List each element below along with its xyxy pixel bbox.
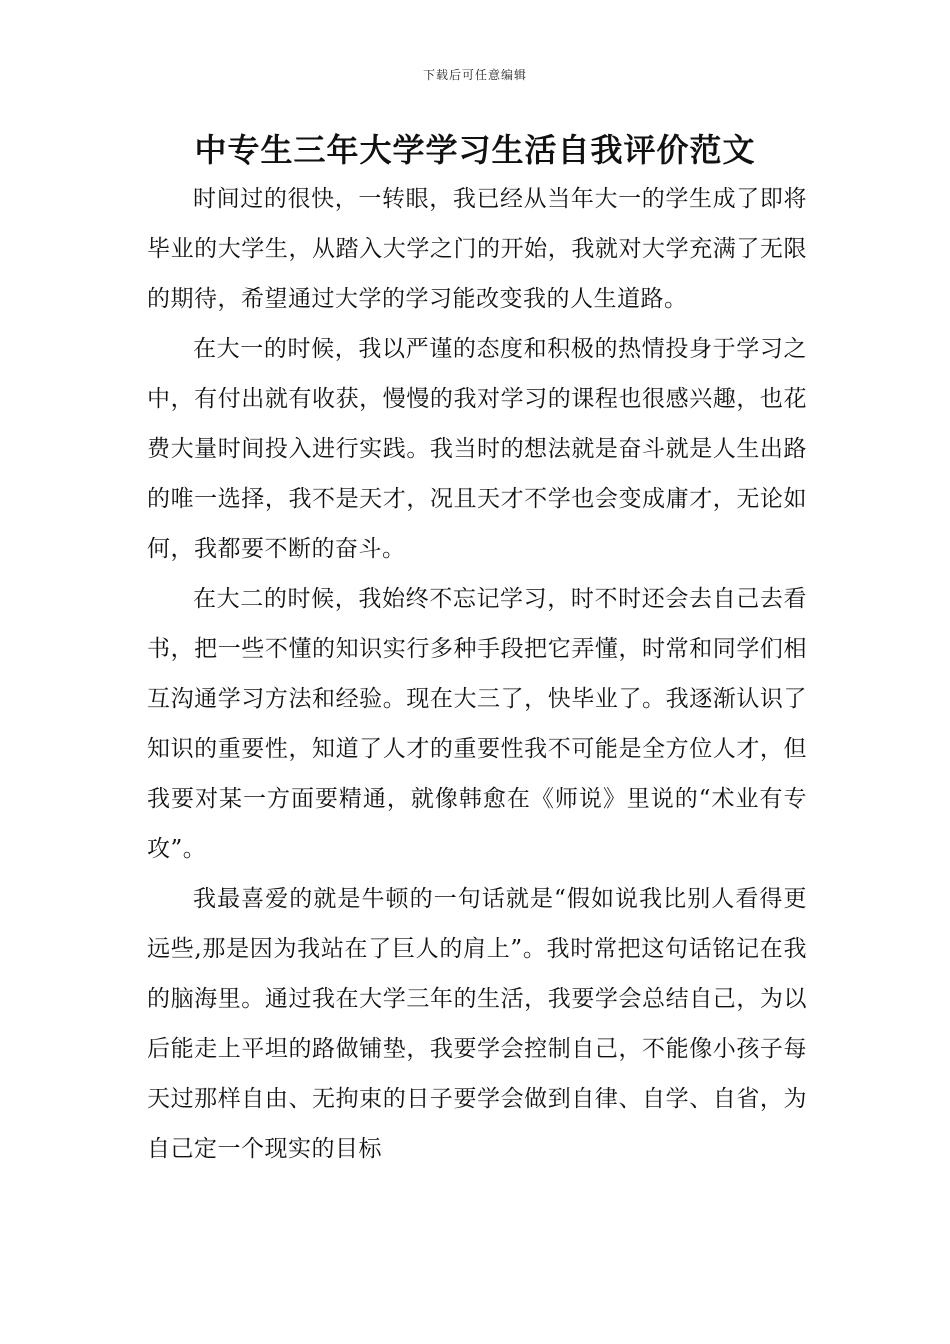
paragraph-2: 在大一的时候，我以严谨的态度和积极的热情投身于学习之中，有付出就有收获，慢慢的我对学习的课程也很感兴趣，也花费大量时间投入进行实践。我当时的想法就是奋斗就是人生出路的唯一选择，我不是天才，况且天才不学也会变成庸才，无论如何，我都要不断的奋斗。 [147, 336, 807, 562]
paragraph-4: 我最喜爱的就是牛顿的一句话就是“假如说我比别人看得更远些,那是因为我站在了巨人的肩上”。我时常把这句话铭记在我的脑海里。通过我在大学三年的生活，我要学会总结自己，为以后能走上平坦的路做铺垫，我要学会控制自己，不能像小孩子每天过那样自由、无拘束的日子要学会做到自律、自学、自省，为自己定一个现实的目标 [147, 886, 807, 1162]
header-note: 下载后可任意编辑 [422, 68, 527, 82]
paragraph-1: 时间过的很快，一转眼，我已经从当年大一的学生成了即将毕业的大学生，从踏入大学之门的开始，我就对大学充满了无限的期待，希望通过大学的学习能改变我的人生道路。 [147, 186, 807, 312]
paragraph-3: 在大二的时候，我始终不忘记学习，时不时还会去自己去看书，把一些不懂的知识实行多种手段把它弄懂，时常和同学们相互沟通学习方法和经验。现在大三了，快毕业了。我逐渐认识了知识的重要性，知道了人才的重要性我不可能是全方位人才，但我要对某一方面要精通，就像韩愈在《师说》里说的“术业有专攻”。 [147, 586, 807, 862]
document-body [147, 174, 807, 1174]
document-title: 中专生三年大学学习生活自我评价范文 [194, 131, 756, 169]
